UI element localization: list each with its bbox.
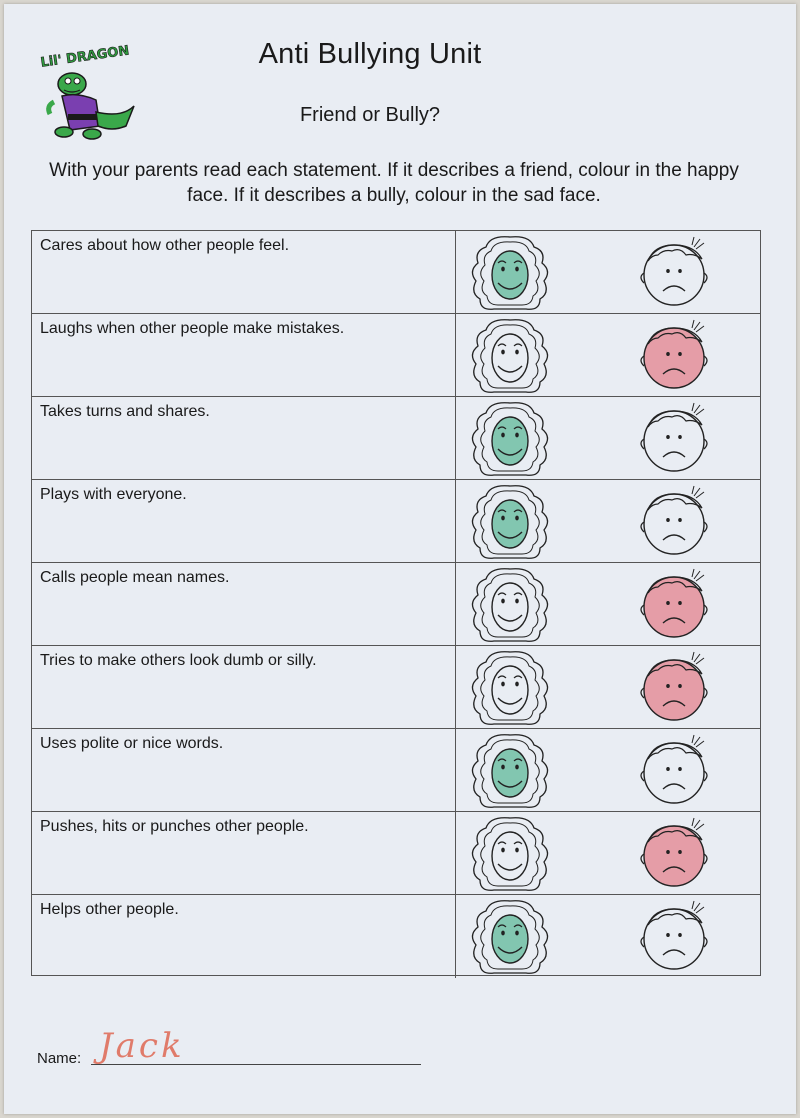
statement-text: Calls people mean names. — [32, 563, 456, 645]
face-choices — [456, 314, 760, 396]
face-choices — [456, 397, 760, 479]
sad-face-icon[interactable] — [624, 897, 724, 977]
sad-face-icon[interactable] — [624, 233, 724, 313]
name-field[interactable] — [37, 1026, 437, 1074]
sad-face-icon[interactable] — [624, 814, 724, 894]
face-choices — [456, 480, 760, 562]
statement-text: Cares about how other people feel. — [32, 231, 456, 313]
page-subtitle: Friend or Bully? — [299, 104, 441, 126]
face-choices — [456, 895, 760, 978]
page-title: Anti Bullying Unit — [258, 38, 482, 70]
statement-table — [31, 230, 761, 976]
table-row — [32, 895, 760, 978]
name-label: Name: — [37, 1050, 82, 1067]
statement-text: Helps other people. — [32, 895, 456, 978]
sad-face-icon[interactable] — [624, 565, 724, 645]
table-row — [32, 314, 760, 397]
name-handwriting: Jack — [99, 1026, 185, 1066]
table-row — [32, 231, 760, 314]
happy-face-icon[interactable] — [460, 482, 560, 562]
happy-face-icon[interactable] — [460, 897, 560, 977]
face-choices — [456, 812, 760, 894]
statement-text: Uses polite or nice words. — [32, 729, 456, 811]
sad-face-icon[interactable] — [624, 399, 724, 479]
worksheet-page — [4, 4, 796, 1114]
face-choices — [456, 231, 760, 313]
face-choices — [456, 729, 760, 811]
instructions: With your parents read each statement. If it describes a friend, colour in the happy face. If it describes a bully, colour in the sad face. — [49, 160, 739, 206]
happy-face-icon[interactable] — [460, 316, 560, 396]
table-row — [32, 563, 760, 646]
sad-face-icon[interactable] — [624, 316, 724, 396]
statement-text: Laughs when other people make mistakes. — [32, 314, 456, 396]
logo-text: Lil' DRAGON — [39, 43, 131, 71]
happy-face-icon[interactable] — [460, 233, 560, 313]
statement-text: Pushes, hits or punches other people. — [32, 812, 456, 894]
happy-face-icon[interactable] — [460, 731, 560, 811]
face-choices — [456, 646, 760, 728]
table-row — [32, 812, 760, 895]
happy-face-icon[interactable] — [460, 399, 560, 479]
statement-text: Tries to make others look dumb or silly. — [32, 646, 456, 728]
sad-face-icon[interactable] — [624, 648, 724, 728]
happy-face-icon[interactable] — [460, 648, 560, 728]
happy-face-icon[interactable] — [460, 814, 560, 894]
table-row — [32, 397, 760, 480]
statement-text: Plays with everyone. — [32, 480, 456, 562]
sad-face-icon[interactable] — [624, 731, 724, 811]
sad-face-icon[interactable] — [624, 482, 724, 562]
table-row — [32, 480, 760, 563]
table-row — [32, 646, 760, 729]
face-choices — [456, 563, 760, 645]
happy-face-icon[interactable] — [460, 565, 560, 645]
table-row — [32, 729, 760, 812]
statement-text: Takes turns and shares. — [32, 397, 456, 479]
